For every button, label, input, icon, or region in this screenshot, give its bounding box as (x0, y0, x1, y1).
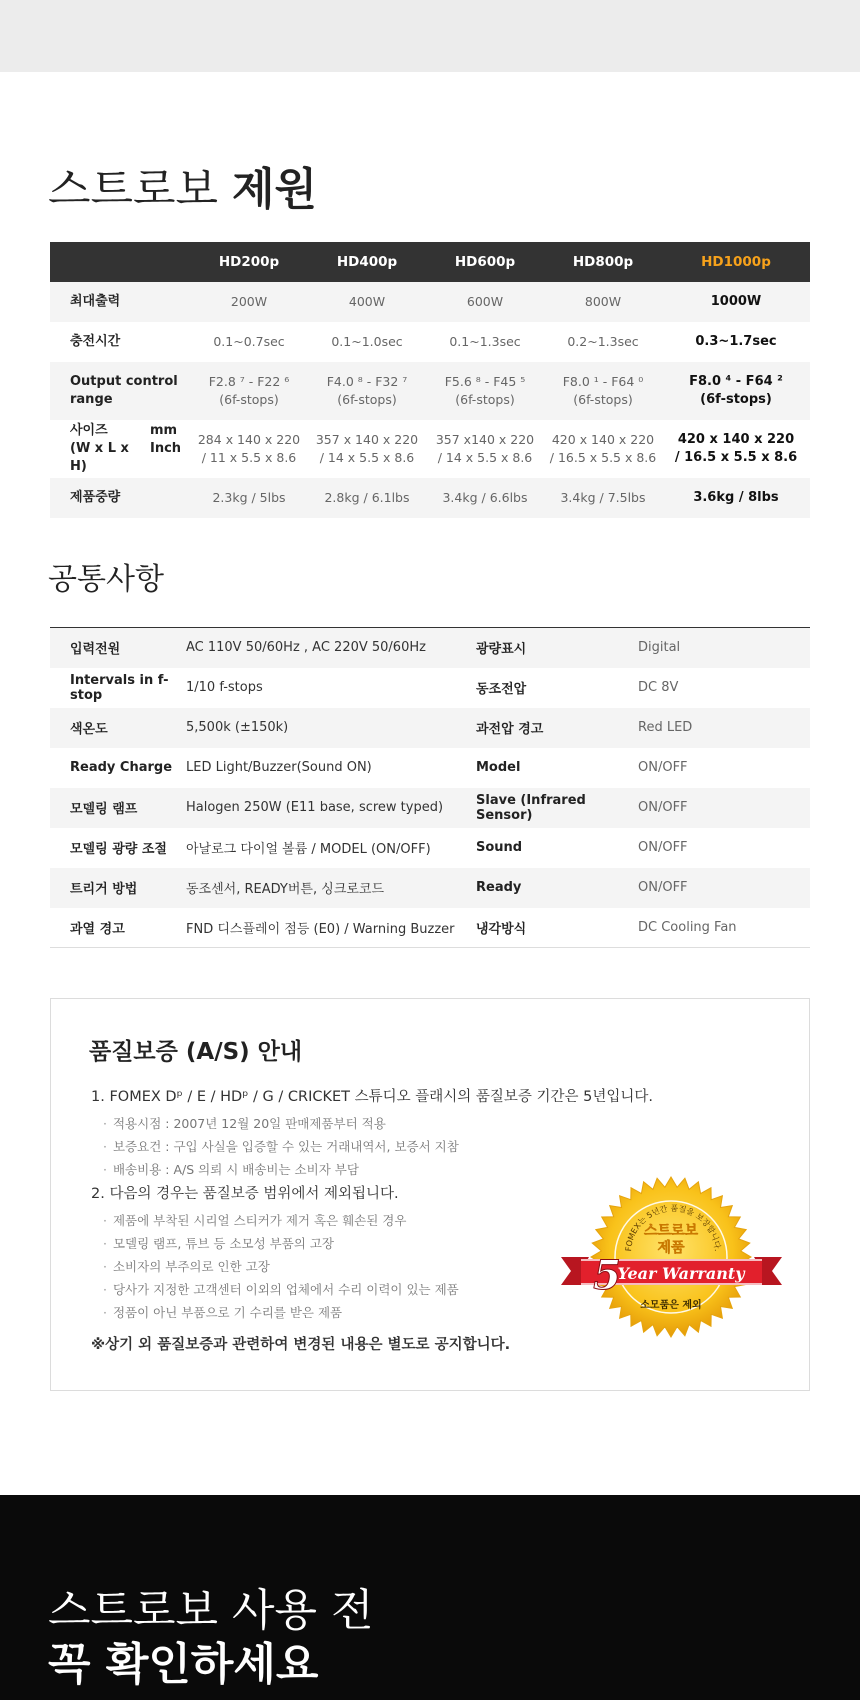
seal-arc-text: FOMEX는 5년간 품질을 보장합니다. (623, 1203, 722, 1252)
size-inch: / 16.5 x 5.5 x 8.6 (674, 450, 798, 465)
spec-cell (426, 362, 544, 420)
common-table (50, 627, 810, 948)
size-mm: 284 x 140 x 220 (197, 432, 301, 447)
spec-cell: 2.3kg / 5lbs (190, 478, 308, 518)
common-row (50, 908, 810, 948)
spec-header-row (50, 242, 810, 282)
spec-cell (662, 420, 810, 478)
common-key: 모델링 광량 조절 (70, 842, 167, 857)
range-value: F4.0 ⁸ - F32 ⁷ (326, 374, 408, 389)
size-inch: / 14 x 5.5 x 8.6 (437, 450, 533, 465)
size-label-a: 사이즈 (70, 423, 108, 438)
common-key: 트리거 방법 (50, 868, 182, 908)
common-key: 동조전압 (476, 682, 527, 697)
warranty-detail: · 제품에 부착된 시리얼 스티커가 제거 혹은 훼손된 경우 (103, 1211, 406, 1229)
size-label-grid (70, 422, 190, 476)
spec-cell: 3.6kg / 8lbs (662, 478, 810, 518)
banner-line-2: 꼭 확인하세요 (48, 1639, 319, 1690)
seal-big-number: 5 (593, 1252, 621, 1299)
model-hd800p: HD800p (544, 242, 662, 282)
bottom-banner (0, 1495, 860, 1700)
range-stops: (6f-stops) (573, 392, 633, 407)
size-mm: 357 x 140 x 220 (315, 432, 419, 447)
common-value: ON/OFF (636, 788, 810, 828)
banner-line-1: 스트로보 사용 전 (48, 1585, 374, 1636)
common-table-body (50, 628, 810, 948)
common-value: 동조센서, READY버튼, 싱크로코드 (182, 868, 472, 908)
common-value: ON/OFF (636, 868, 810, 908)
common-row (50, 828, 810, 868)
seal-center-2: 제품 (657, 1240, 685, 1256)
spec-row-label: 최대출력 (50, 282, 190, 322)
range-stops: (6f-stops) (455, 392, 515, 407)
warranty-title: 품질보증 (A/S) 안내 (89, 1039, 303, 1065)
size-inch: / 14 x 5.5 x 8.6 (319, 450, 415, 465)
common-value: ON/OFF (638, 840, 688, 855)
common-value: DC Cooling Fan (638, 919, 737, 935)
common-value: Red LED (636, 708, 810, 748)
spec-row-output-range (50, 362, 810, 420)
spec-cell (190, 420, 308, 478)
spec-header-empty (50, 242, 190, 282)
spec-row-max-output (50, 282, 810, 322)
warranty-detail: · 모델링 램프, 튜브 등 소모성 부품의 고장 (103, 1234, 334, 1252)
common-key: 광량표시 (472, 628, 636, 668)
spec-cell: 1000W (662, 282, 810, 322)
spec-cell (544, 420, 662, 478)
spec-row-label: 제품중량 (50, 478, 190, 518)
warranty-note: ※상기 외 품질보증과 관련하여 변경된 내용은 별도로 공지합니다. (91, 1337, 511, 1353)
range-value: F8.0 ⁴ - F64 ² (689, 374, 783, 389)
spec-row-charge-time (50, 322, 810, 362)
spec-cell (308, 420, 426, 478)
size-inch: / 16.5 x 5.5 x 8.6 (549, 450, 657, 465)
page-title (48, 160, 317, 220)
common-value: LED Light/Buzzer(Sound ON) (186, 760, 372, 775)
spec-cell (662, 362, 810, 420)
seal-ribbon-text: Year Warranty (617, 1264, 745, 1283)
common-title: 공통사항 (48, 562, 164, 597)
common-row (50, 628, 810, 668)
model-hd1000p: HD1000p (662, 242, 810, 282)
spec-row-label (50, 362, 190, 420)
size-label-b: (W x L x H) (70, 441, 129, 474)
common-key: 과열 경고 (70, 921, 125, 937)
common-value: 1/10 f-stops (186, 680, 263, 695)
common-value: 아날로그 다이얼 볼륨 / MODEL (ON/OFF) (186, 842, 431, 857)
warranty-detail: · 배송비용 : A/S 의뢰 시 배송비는 소비자 부담 (103, 1160, 359, 1178)
common-key: 입력전원 (50, 628, 182, 668)
model-hd400p: HD400p (308, 242, 426, 282)
size-mm: 357 x140 x 220 (435, 432, 535, 447)
spec-cell: 2.8kg / 6.1lbs (308, 478, 426, 518)
common-value: Digital (636, 628, 810, 668)
model-hd200p: HD200p (190, 242, 308, 282)
spec-cell (308, 362, 426, 420)
spec-row-weight (50, 478, 810, 518)
title-light: 스트로보 (48, 164, 219, 215)
warranty-seal-icon (559, 1171, 784, 1356)
common-value: Halogen 250W (E11 base, screw typed) (182, 788, 472, 828)
warranty-box (50, 998, 810, 1391)
common-key: Slave (Infrared Sensor) (472, 788, 636, 828)
common-key: Ready (472, 868, 636, 908)
spec-cell: 0.1~1.0sec (331, 334, 403, 349)
common-value: DC 8V (638, 680, 679, 695)
size-mm: 420 x 140 x 220 (551, 432, 655, 447)
range-value: F2.8 ⁷ - F22 ⁶ (208, 374, 290, 389)
warranty-detail: · 보증요건 : 구입 사실을 입증할 수 있는 거래내역서, 보증서 지참 (103, 1137, 459, 1155)
warranty-item-1: 1. FOMEX Dᵖ / E / HDᵖ / G / CRICKET 스튜디오 플래시의 품질보증 기간은 5년입니다. (91, 1089, 654, 1105)
common-row (50, 748, 810, 788)
warranty-detail: · 소비자의 부주의로 인한 고장 (103, 1257, 270, 1275)
common-value: AC 110V 50/60Hz , AC 220V 50/60Hz (182, 628, 472, 668)
spec-cell: 3.4kg / 7.5lbs (544, 478, 662, 518)
spec-cell: 800W (544, 282, 662, 322)
spec-cell (544, 362, 662, 420)
top-band (0, 0, 860, 72)
common-row (50, 668, 810, 708)
common-value: ON/OFF (638, 760, 688, 775)
label-line: range (70, 392, 113, 407)
range-stops: (6f-stops) (219, 392, 279, 407)
spec-cell: 0.2~1.3sec (567, 334, 639, 349)
spec-cell: 0.1~0.7sec (213, 334, 285, 349)
size-unit-a: mm (150, 423, 178, 438)
spec-cell: 0.3~1.7sec (695, 334, 777, 349)
spec-cell (190, 362, 308, 420)
model-hd600p: HD600p (426, 242, 544, 282)
seal-center-1: 스트로보 (643, 1223, 699, 1239)
common-key: Sound (476, 840, 523, 855)
common-key: 냉각방식 (476, 921, 527, 937)
common-row (50, 708, 810, 748)
common-key: Ready Charge (70, 760, 173, 775)
warranty-detail: · 적용시점 : 2007년 12월 20일 판매제품부터 적용 (103, 1114, 386, 1132)
spec-cell: 0.1~1.3sec (449, 334, 521, 349)
warranty-detail: · 당사가 지정한 고객센터 이외의 업체에서 수리 이력이 있는 제품 (103, 1280, 459, 1298)
size-unit-b: Inch (150, 441, 182, 456)
warranty-item-2: 2. 다음의 경우는 품질보증 범위에서 제외됩니다. (91, 1186, 399, 1202)
range-value: F5.6 ⁸ - F45 ⁵ (444, 374, 526, 389)
size-inch: / 11 x 5.5 x 8.6 (201, 450, 297, 465)
spec-cell (426, 420, 544, 478)
spec-row-size (50, 420, 810, 478)
size-mm: 420 x 140 x 220 (677, 432, 795, 447)
range-stops: (6f-stops) (700, 392, 772, 407)
spec-cell: 200W (190, 282, 308, 322)
spec-cell: 400W (308, 282, 426, 322)
spec-row-label (50, 420, 190, 478)
common-value: FND 디스플레이 점등 (E0) / Warning Buzzer (186, 921, 455, 937)
seal-bottom-text: 소모품은 제외 (640, 1300, 702, 1311)
common-row (50, 788, 810, 828)
common-key: 색온도 (50, 708, 182, 748)
spec-cell: 600W (426, 282, 544, 322)
range-stops: (6f-stops) (337, 392, 397, 407)
common-key: 과전압 경고 (472, 708, 636, 748)
title-bold: 제원 (232, 164, 318, 215)
spec-table (50, 242, 810, 518)
range-value: F8.0 ¹ - F64 ⁰ (562, 374, 644, 389)
label-line: Output control (70, 374, 178, 389)
common-key: 모델링 램프 (50, 788, 182, 828)
common-row (50, 868, 810, 908)
spec-cell: 3.4kg / 6.6lbs (426, 478, 544, 518)
common-key: Intervals in f-stop (70, 672, 169, 703)
spec-row-label: 충전시간 (70, 334, 121, 349)
warranty-detail: · 정품이 아닌 부품으로 기 수리를 받은 제품 (103, 1303, 342, 1321)
common-key: Model (476, 760, 521, 775)
common-value: 5,500k (±150k) (182, 708, 472, 748)
